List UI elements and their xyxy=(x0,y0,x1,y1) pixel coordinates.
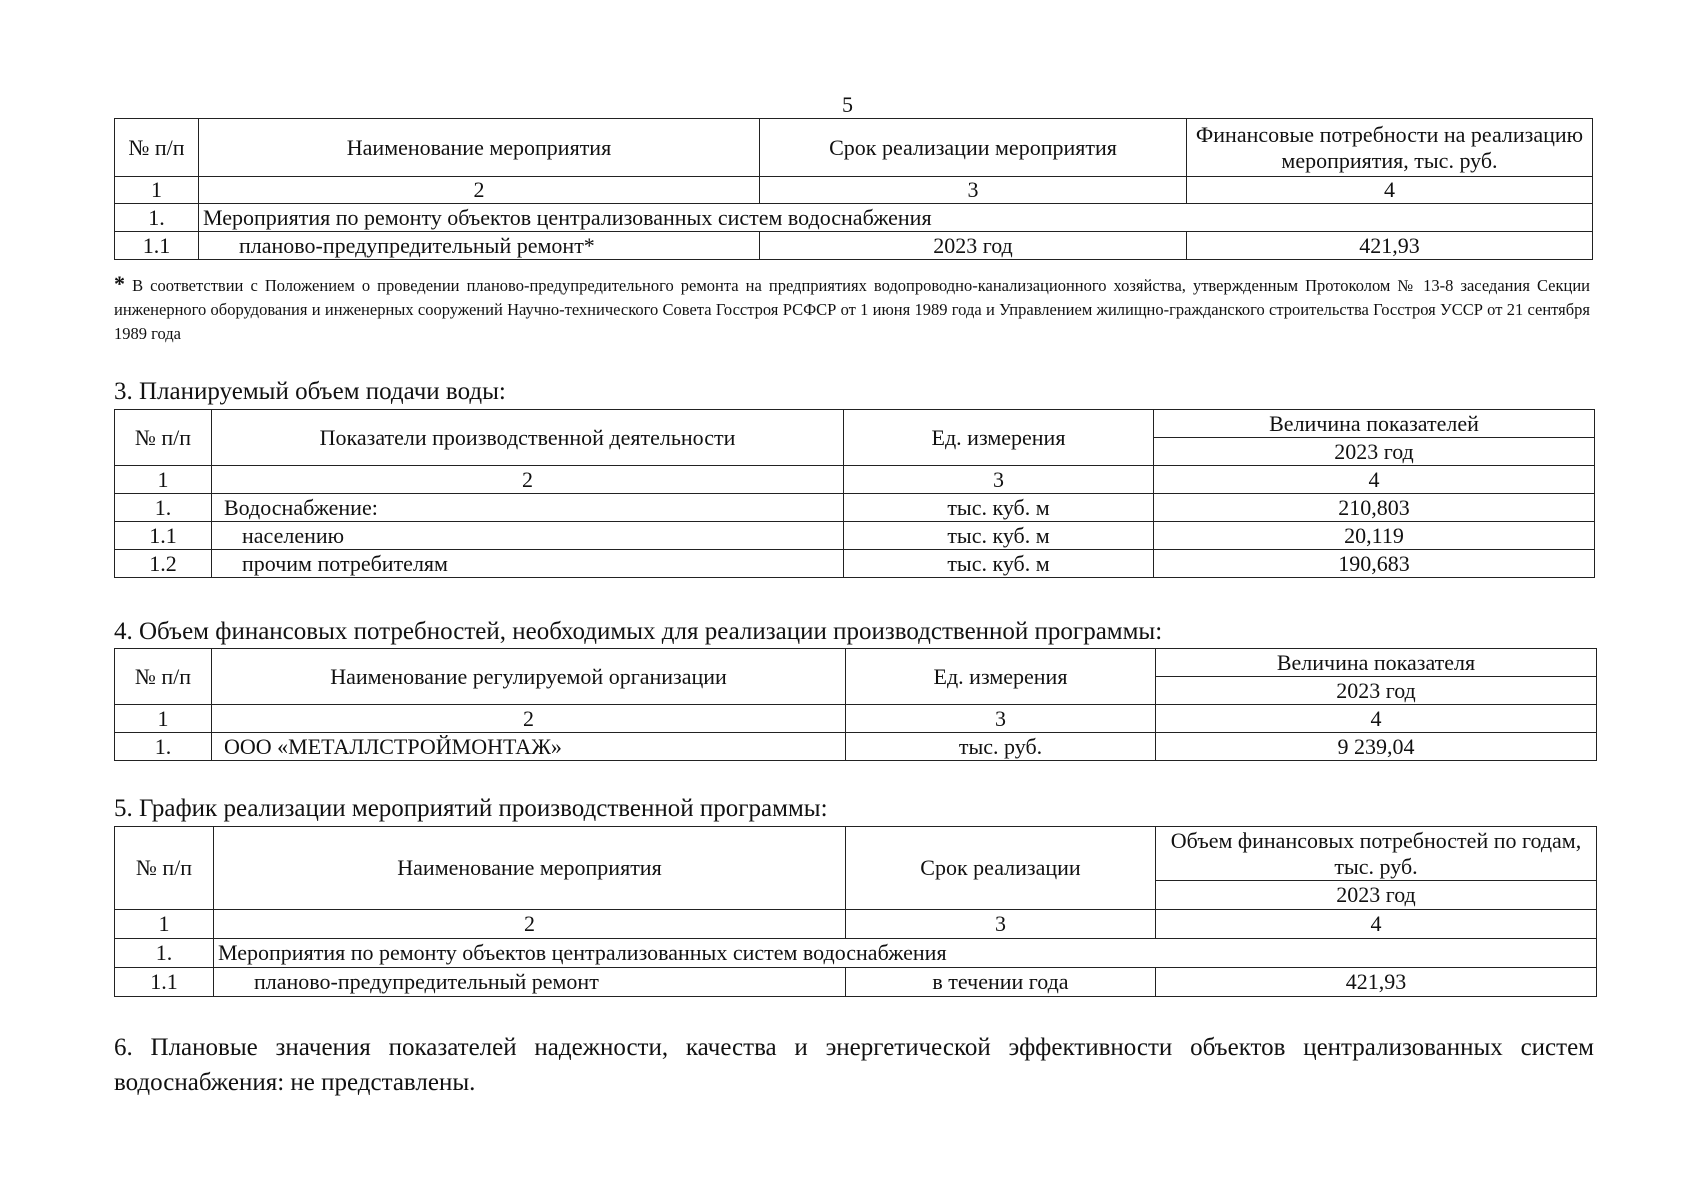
header-name: Наименование регулируемой организации xyxy=(212,649,846,705)
row-name: планово-предупредительный ремонт xyxy=(214,968,846,997)
page-number: 5 xyxy=(842,92,853,117)
header-num: № п/п xyxy=(115,410,212,466)
header-year: 2023 год xyxy=(1156,677,1597,705)
header-term: Срок реализации xyxy=(846,827,1156,910)
row-unit: тыс. куб. м xyxy=(844,494,1154,522)
group-title: Мероприятия по ремонту объектов централизованных систем водоснабжения xyxy=(199,204,1593,232)
finance-table xyxy=(114,648,1597,761)
header-year: 2023 год xyxy=(1156,881,1597,910)
row-name: ООО «МЕТАЛЛСТРОЙМОНТАЖ» xyxy=(212,733,846,761)
row-name: Водоснабжение: xyxy=(212,494,844,522)
col-number: 3 xyxy=(760,177,1187,204)
header-unit: Ед. измерения xyxy=(844,410,1154,466)
col-number: 4 xyxy=(1156,910,1597,939)
header-name: Показатели производственной деятельности xyxy=(212,410,844,466)
group-num: 1. xyxy=(115,204,199,232)
footnote xyxy=(114,272,1590,346)
col-number: 2 xyxy=(212,705,846,733)
col-number: 3 xyxy=(846,705,1156,733)
group-num: 1. xyxy=(115,939,214,968)
footnote-text: В соответствии с Положением о проведении планово-предупредительного ремонта на предприятиях водопроводно-канализационного хозяйства, утвержденным Протоколом № 13-8 заседания Секции инженерного оборудования и инженерных сооружений Научно-технического Совета Госстроя РСФСР от 1 июня 1989 года и Управлением жилищно-гражданского строительства Госстроя УССР от 21 сентября 1989 года xyxy=(114,276,1591,343)
col-number: 4 xyxy=(1154,466,1595,494)
row-value: 9 239,04 xyxy=(1156,733,1597,761)
header-unit: Ед. измерения xyxy=(846,649,1156,705)
section6-text: 6. Плановые значения показателей надежности, качества и энергетической эффективности объектов централизованных систем водоснабжения: не представлены. xyxy=(114,1034,1594,1096)
col-number: 3 xyxy=(846,910,1156,939)
row-term: в течении года xyxy=(846,968,1156,997)
header-num: № п/п xyxy=(115,649,212,705)
row-num: 1. xyxy=(115,494,212,522)
group-title: Мероприятия по ремонту объектов централизованных систем водоснабжения xyxy=(214,939,1597,968)
header-num: № п/п xyxy=(115,827,214,910)
col-number: 4 xyxy=(1156,705,1597,733)
header-year: 2023 год xyxy=(1154,438,1595,466)
row-value: 210,803 xyxy=(1154,494,1595,522)
header-term: Срок реализации мероприятия xyxy=(760,119,1187,177)
row-name: населению xyxy=(212,522,844,550)
row-unit: тыс. куб. м xyxy=(844,550,1154,578)
header-name: Наименование мероприятия xyxy=(214,827,846,910)
row-num: 1.1 xyxy=(115,232,199,260)
row-num: 1.1 xyxy=(115,522,212,550)
section5-heading: 5. График реализации мероприятий производственной программы: xyxy=(114,795,828,822)
col-number: 1 xyxy=(115,466,212,494)
col-number: 3 xyxy=(844,466,1154,494)
row-term: 2023 год xyxy=(760,232,1187,260)
col-number: 1 xyxy=(115,705,212,733)
header-name: Наименование мероприятия xyxy=(199,119,760,177)
section4-heading: 4. Объем финансовых потребностей, необходимых для реализации производственной программы: xyxy=(114,618,1163,645)
row-name: прочим потребителям xyxy=(212,550,844,578)
measures-table xyxy=(114,118,1593,260)
row-unit: тыс. куб. м xyxy=(844,522,1154,550)
row-value: 421,93 xyxy=(1156,968,1597,997)
row-value: 20,119 xyxy=(1154,522,1595,550)
row-num: 1. xyxy=(115,733,212,761)
col-number: 4 xyxy=(1187,177,1593,204)
water-supply-table xyxy=(114,409,1595,578)
header-finance: Финансовые потребности на реализацию мероприятия, тыс. руб. xyxy=(1187,119,1593,177)
row-value: 421,93 xyxy=(1187,232,1593,260)
col-number: 2 xyxy=(212,466,844,494)
row-num: 1.2 xyxy=(115,550,212,578)
row-value: 190,683 xyxy=(1154,550,1595,578)
row-name: планово-предупредительный ремонт* xyxy=(199,232,760,260)
schedule-table xyxy=(114,826,1597,997)
header-value: Величина показателей xyxy=(1154,410,1595,438)
col-number: 1 xyxy=(115,910,214,939)
col-number: 2 xyxy=(199,177,760,204)
col-number: 1 xyxy=(115,177,199,204)
header-value: Величина показателя xyxy=(1156,649,1597,677)
header-num: № п/п xyxy=(115,119,199,177)
footnote-star: * xyxy=(114,271,125,296)
row-num: 1.1 xyxy=(115,968,214,997)
header-value: Объем финансовых потребностей по годам, тыс. руб. xyxy=(1156,827,1597,881)
col-number: 2 xyxy=(214,910,846,939)
row-unit: тыс. руб. xyxy=(846,733,1156,761)
section3-heading: 3. Планируемый объем подачи воды: xyxy=(114,378,506,405)
